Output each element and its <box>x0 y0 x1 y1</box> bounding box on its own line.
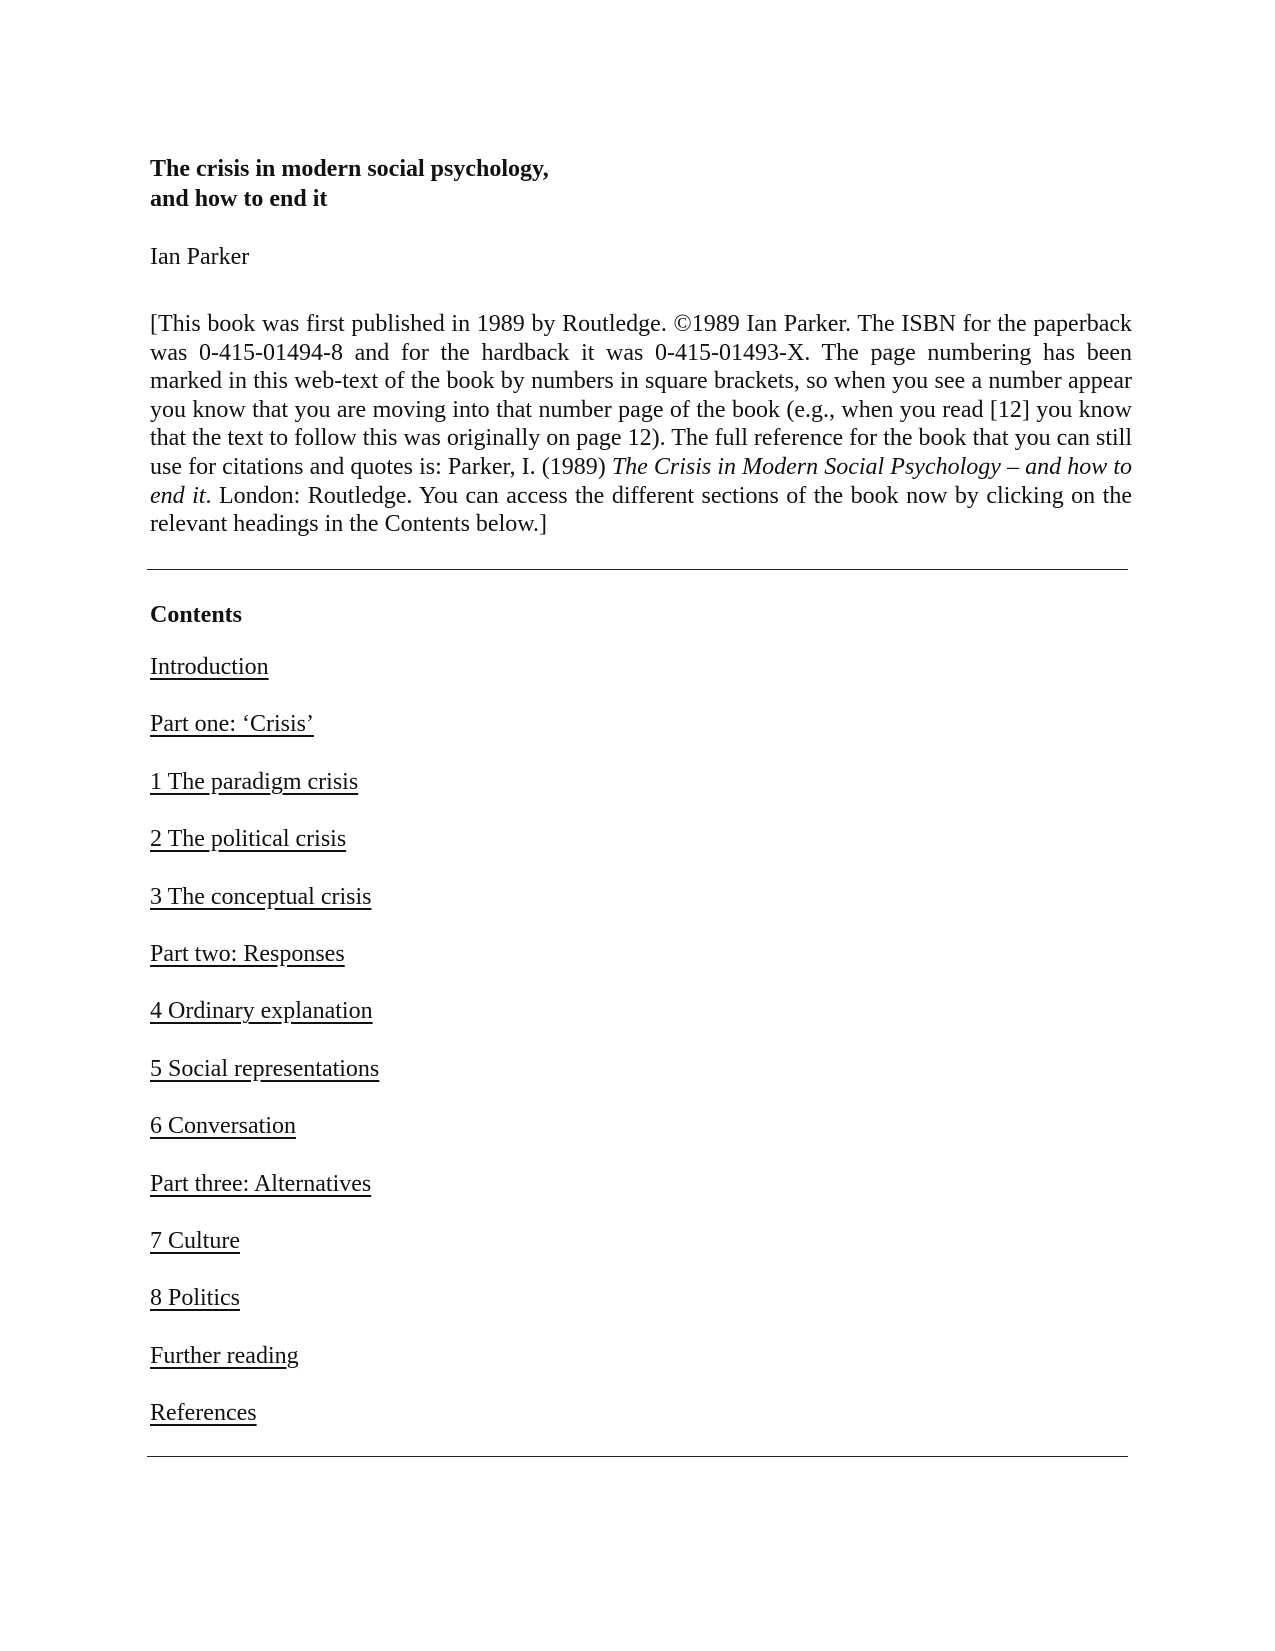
toc-item <box>150 1054 379 1111</box>
title-line-1: The crisis in modern social psychology, <box>150 156 549 182</box>
contents-list <box>150 652 379 1455</box>
divider-top <box>147 569 1128 570</box>
toc-item <box>150 767 379 824</box>
toc-link-part-one[interactable]: Part one: ‘Crisis’ <box>150 711 314 738</box>
publication-note-text: [This book was first published in 1989 by Routledge. ©1989 Ian Parker. The ISBN for the paperback was 0-415-01494-8 and for the hardback it was 0-415-01493-X. The page numbering has been marked in this web-text of the book by numbers in square brackets, so when you see a number appear you know that you are moving into that number page of the book (e.g., when you read [12] you know that the text to follow this was originally on page 12). The full reference for the book that you can still use for citations and quotes is: Parker, I. (1989) <box>150 311 1132 480</box>
toc-item <box>150 882 379 939</box>
toc-item <box>150 824 379 881</box>
toc-item <box>150 939 379 996</box>
toc-link-chapter-2[interactable]: 2 The political crisis <box>150 826 347 853</box>
toc-item <box>150 1226 379 1283</box>
divider-bottom <box>147 1456 1128 1457</box>
toc-item <box>150 652 379 709</box>
title-line-2: and how to end it <box>150 186 328 212</box>
toc-link-chapter-6[interactable]: 6 Conversation <box>150 1113 296 1140</box>
book-title-citation: The Crisis in Modern Social Psychology – and how to end it <box>150 453 1132 509</box>
toc-link-chapter-3[interactable]: 3 The conceptual crisis <box>150 883 372 910</box>
toc-item <box>150 709 379 766</box>
toc-link-further-reading[interactable]: Further reading <box>150 1342 299 1369</box>
toc-link-chapter-1[interactable]: 1 The paradigm crisis <box>150 768 359 795</box>
toc-item <box>150 1398 379 1455</box>
toc-item <box>150 1169 379 1226</box>
toc-link-references[interactable]: References <box>150 1400 257 1427</box>
toc-link-chapter-5[interactable]: 5 Social representations <box>150 1055 380 1082</box>
toc-item <box>150 996 379 1053</box>
toc-link-chapter-4[interactable]: 4 Ordinary explanation <box>150 998 373 1025</box>
toc-link-chapter-7[interactable]: 7 Culture <box>150 1227 240 1254</box>
toc-link-chapter-8[interactable]: 8 Politics <box>150 1285 241 1312</box>
publication-note <box>150 310 1132 539</box>
toc-item <box>150 1283 379 1340</box>
document-title <box>150 154 850 214</box>
author-name: Ian Parker <box>150 244 250 270</box>
contents-heading: Contents <box>150 602 243 628</box>
toc-link-introduction[interactable]: Introduction <box>150 654 269 680</box>
toc-item <box>150 1341 379 1398</box>
toc-link-part-two[interactable]: Part two: Responses <box>150 940 345 967</box>
toc-item <box>150 1111 379 1168</box>
toc-link-part-three[interactable]: Part three: Alternatives <box>150 1170 372 1197</box>
publication-note-text-end: . London: Routledge. You can access the different sections of the book now by clicking on the relevant headings in the Contents below.] <box>150 482 1132 538</box>
